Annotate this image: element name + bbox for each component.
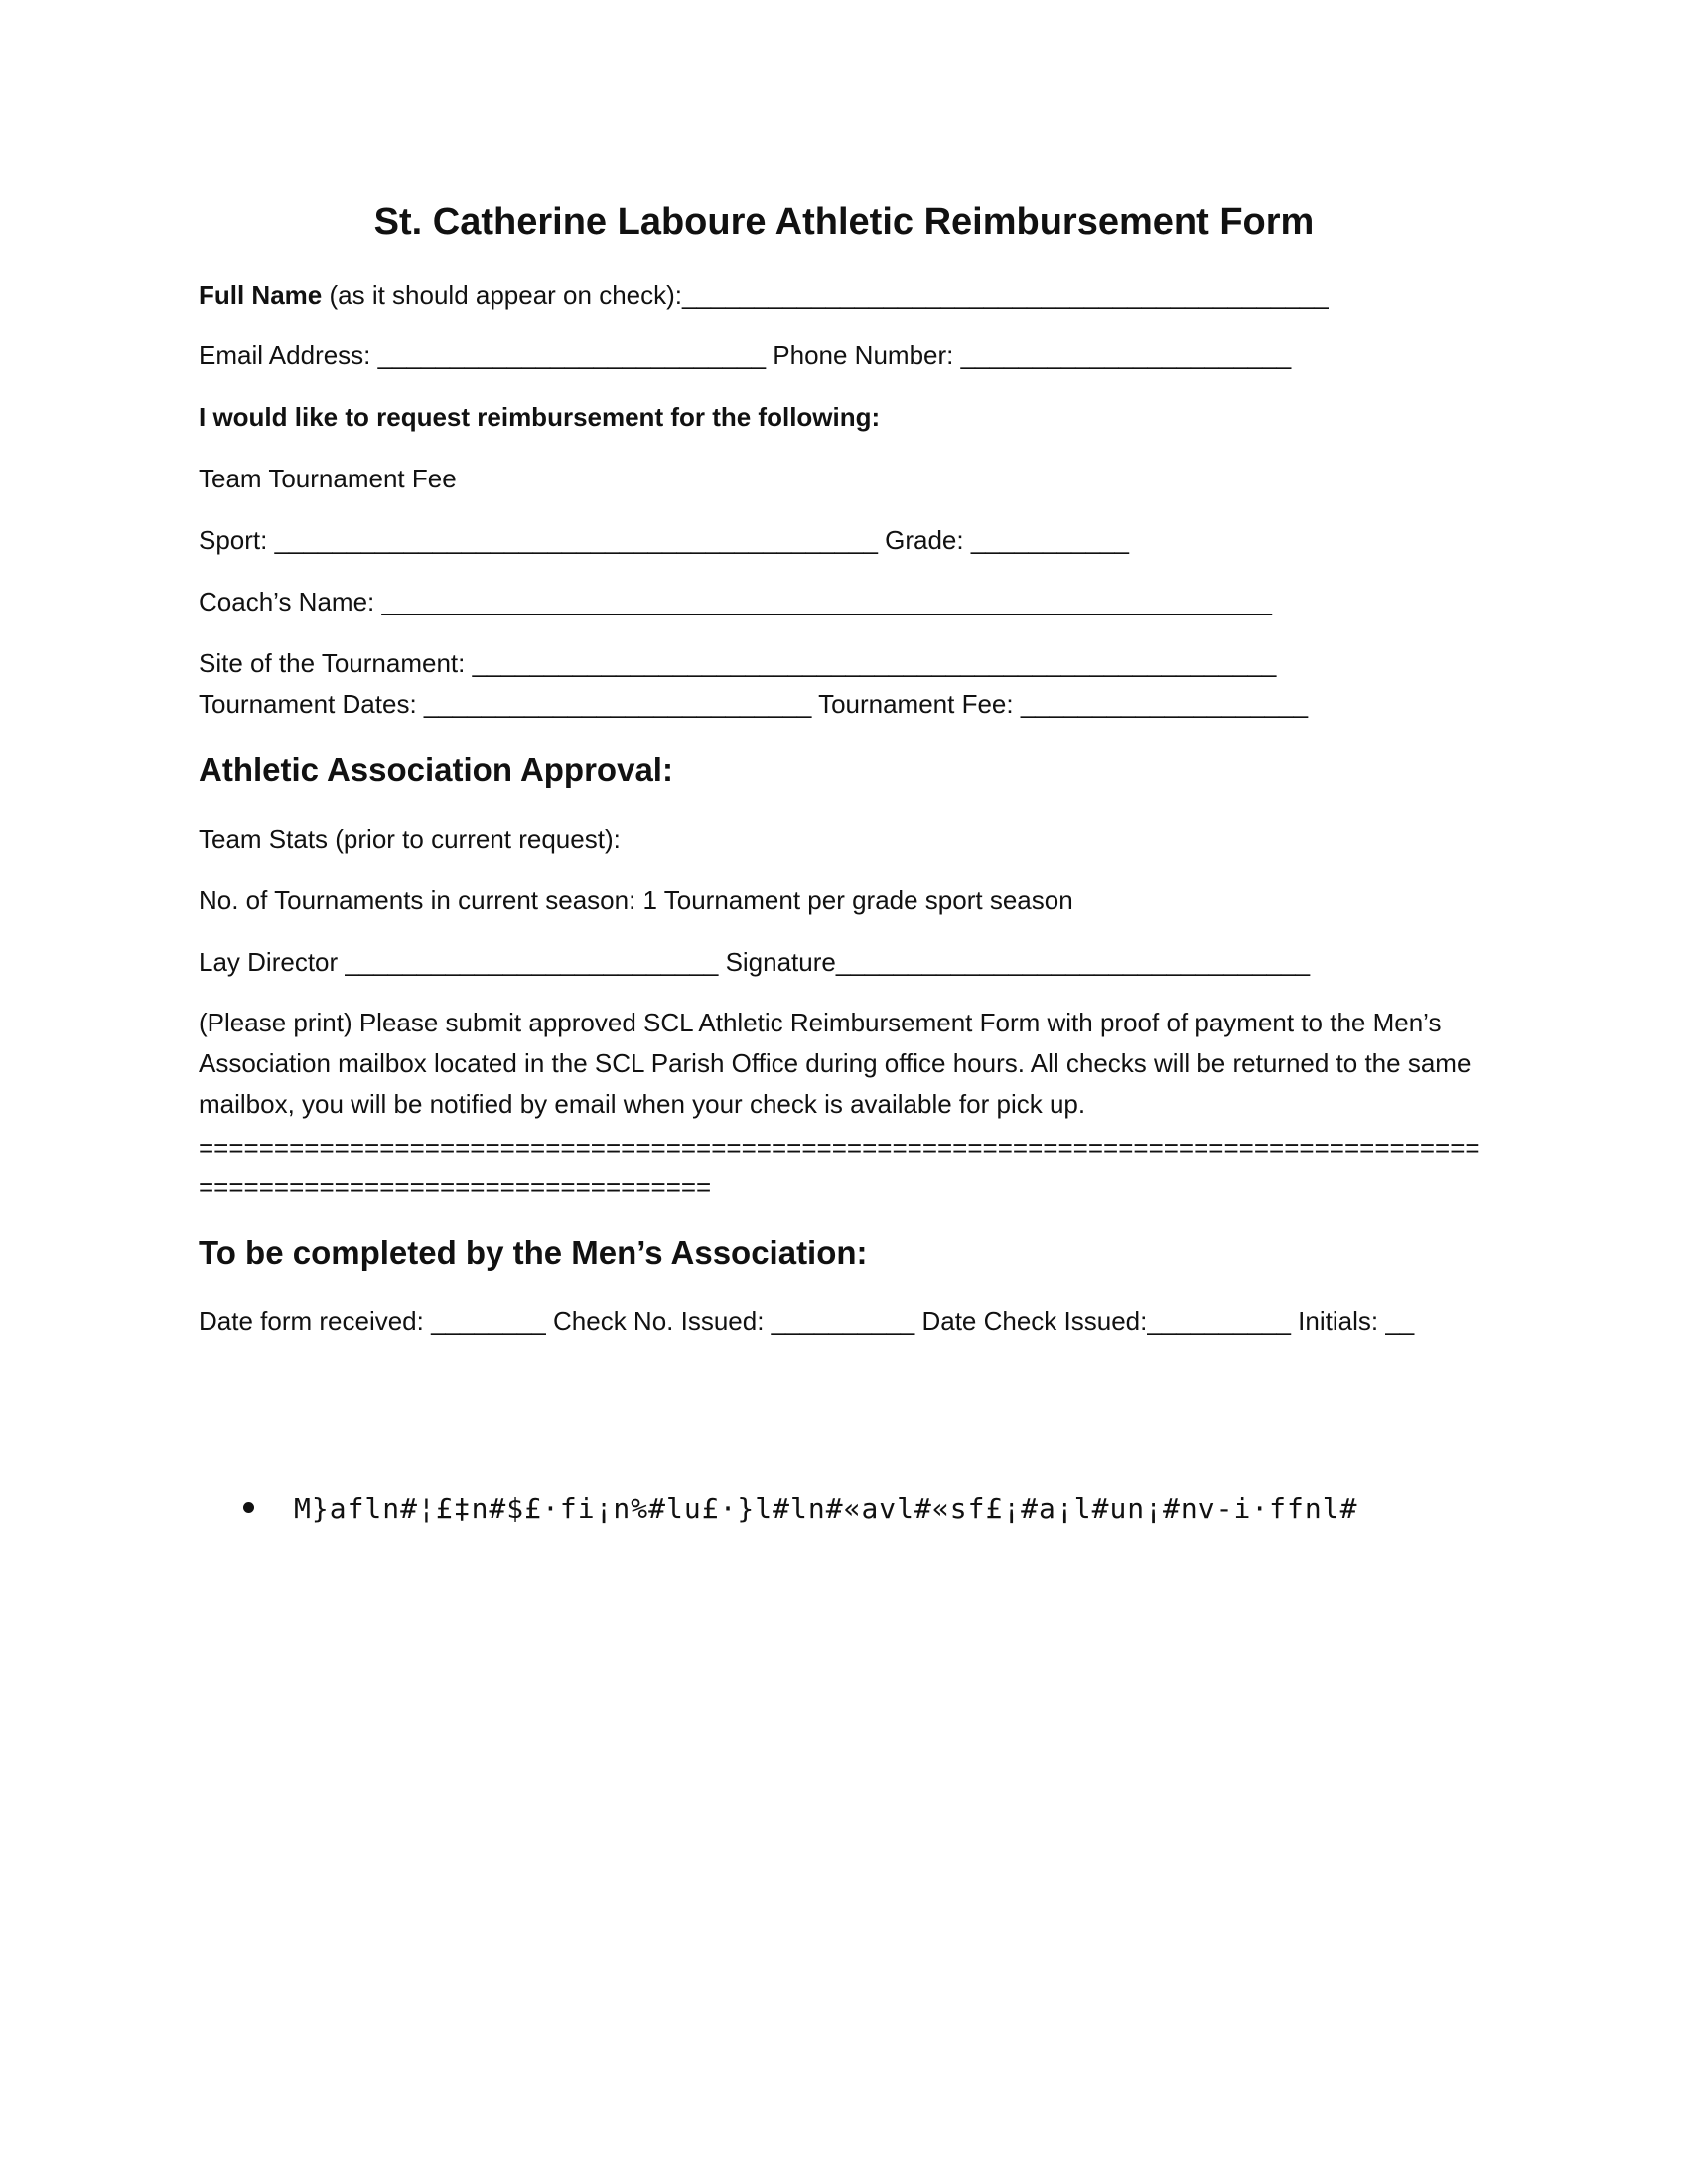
lay-director-signature-line: Lay Director __________________________ Signature_________________________________ (199, 947, 1311, 977)
coach-name-line: Coach’s Name: ______________________________________________________________ (199, 587, 1273, 616)
bullet-icon (243, 1502, 254, 1513)
office-use-line: Date form received: ________ Check No. Issued: __________ Date Check Issued:__________ Initials: __ (199, 1306, 1415, 1336)
mens-association-heading: To be completed by the Men’s Association: (199, 1234, 868, 1271)
team-stats-line: Team Stats (prior to current request): (199, 824, 621, 854)
tournaments-count-line: No. of Tournaments in current season: 1 Tournament per grade sport season (199, 886, 1073, 915)
tournament-dates-fee-line: Tournament Dates: ___________________________ Tournament Fee: ____________________ (199, 689, 1309, 719)
form-title: St. Catherine Laboure Athletic Reimbursement Form (373, 202, 1315, 243)
sport-grade-line: Sport: __________________________________________ Grade: ___________ (199, 525, 1129, 555)
fee-type: Team Tournament Fee (199, 464, 457, 493)
request-heading: I would like to request reimbursement for the following: (199, 402, 881, 432)
full-name-instruction: (as it should appear on check):_____________________________________________ (322, 280, 1329, 310)
submission-instructions: (Please print) Please submit approved SCL Athletic Reimbursement Form with proof of payment to the Men’s Association mailbox located in the SCL Parish Office during office hours. All checks will be returned to the same mailbox, you will be notified by email when your check is available for pick up. (199, 1008, 1472, 1119)
bullet-item (243, 1489, 1357, 1529)
tournament-site-line: Site of the Tournament: ________________________________________________________ (199, 648, 1277, 678)
separator-line: ======================================================================================================================= (199, 1133, 1480, 1202)
full-name-line (199, 277, 1329, 313)
full-name-label: Full Name (199, 280, 323, 310)
bullet-text: M}afln#¦£‡n#$£·fi¡n%#lu£·}l#ln#«avl#«sf£¡#a¡l#un¡#nv-i·ffnl# (294, 1492, 1358, 1525)
contact-line: Email Address: ___________________________ Phone Number: _______________________ (199, 341, 1292, 370)
approval-heading: Athletic Association Approval: (199, 751, 673, 788)
